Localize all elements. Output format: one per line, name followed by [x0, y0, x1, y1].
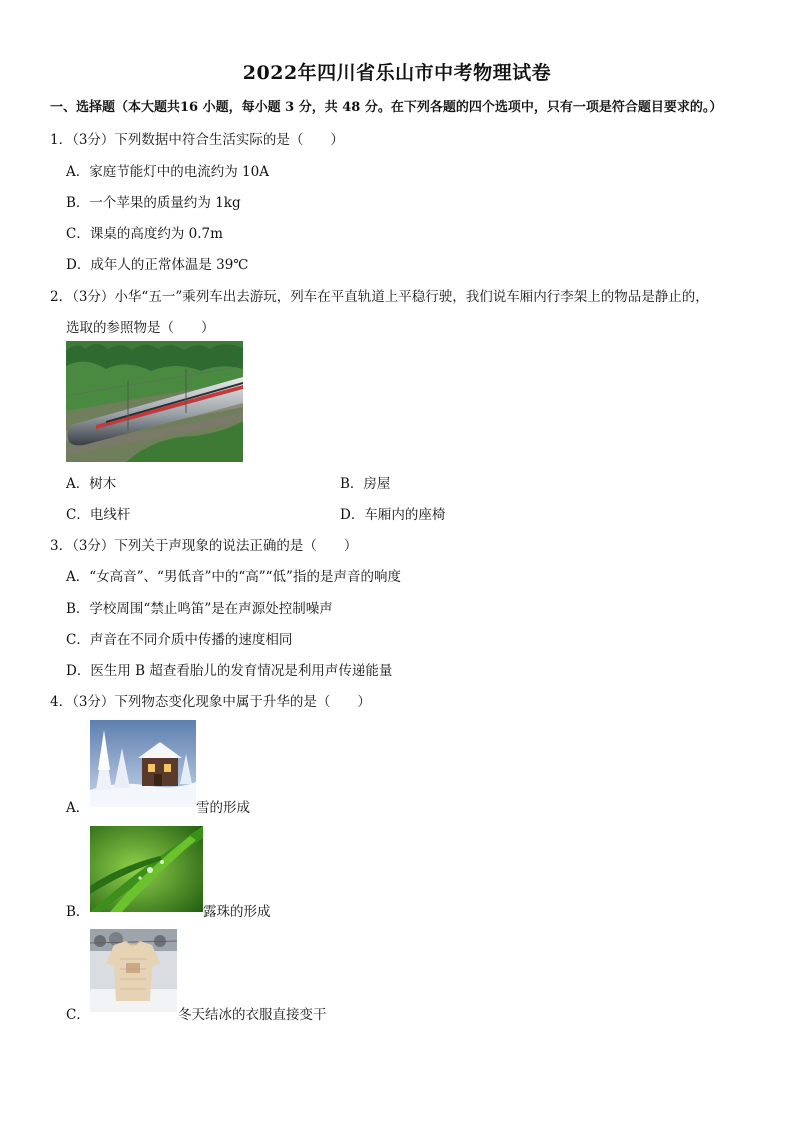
- q3-option-b: B．学校周围“禁止鸣笛”是在声源处控制噪声: [66, 601, 333, 617]
- q3-option-d: D．医生用 B 超查看胎儿的发育情况是利用声传递能量: [66, 663, 393, 679]
- q1-option-d: D．成年人的正常体温是 39℃: [66, 257, 249, 273]
- q1-option-b: B．一个苹果的质量约为 1kg: [66, 195, 241, 211]
- q4-option-b-caption: 露珠的形成: [203, 904, 271, 920]
- q2-option-c: C．电线杆: [66, 507, 131, 523]
- q4-option-a-letter: A．: [66, 800, 90, 816]
- q3-option-a: A．“女高音”、“男低音”中的“高”“低”指的是声音的响度: [66, 569, 401, 585]
- train-image: [66, 341, 243, 462]
- q3-option-c: C．声音在不同介质中传播的速度相同: [66, 632, 293, 648]
- snow-house-image: [90, 720, 196, 807]
- q2-option-a: A．树木: [66, 476, 117, 492]
- q2-option-b: B．房屋: [340, 476, 391, 492]
- frozen-clothes-image: [90, 929, 177, 1012]
- q4-option-b-letter: B．: [66, 904, 90, 920]
- q2-option-d: D．车厢内的座椅: [340, 507, 446, 523]
- q1-option-a: A．家庭节能灯中的电流约为 10A: [66, 164, 269, 180]
- section-heading: 一、选择题（本大题共16 小题，每小题 3 分，共 48 分。在下列各题的四个选项中，只有一项是符合题目要求的。）: [50, 100, 723, 115]
- question-2-stem-line2: 选取的参照物是（ ）: [66, 320, 215, 336]
- question-3-stem: 3．（3分）下列关于声现象的说法正确的是（ ）: [50, 538, 358, 554]
- question-2-stem-line1: 2．（3分）小华“五一”乘列车出去游玩，列车在平直轨道上平稳行驶，我们说车厢内行李架上的物品是静止的，: [50, 289, 709, 305]
- question-4-stem: 4．（3分）下列物态变化现象中属于升华的是（ ）: [50, 694, 371, 710]
- dew-grass-image: [90, 826, 203, 912]
- q1-option-c: C．课桌的高度约为 0.7m: [66, 226, 223, 242]
- q4-option-a-caption: 雪的形成: [196, 800, 250, 816]
- page-title: 2022年四川省乐山市中考物理试卷: [242, 62, 552, 84]
- q4-option-c-letter: C．: [66, 1007, 90, 1023]
- question-1-stem: 1．（3分）下列数据中符合生活实际的是（ ）: [50, 132, 344, 148]
- q4-option-c-caption: 冬天结冰的衣服直接变干: [178, 1007, 327, 1023]
